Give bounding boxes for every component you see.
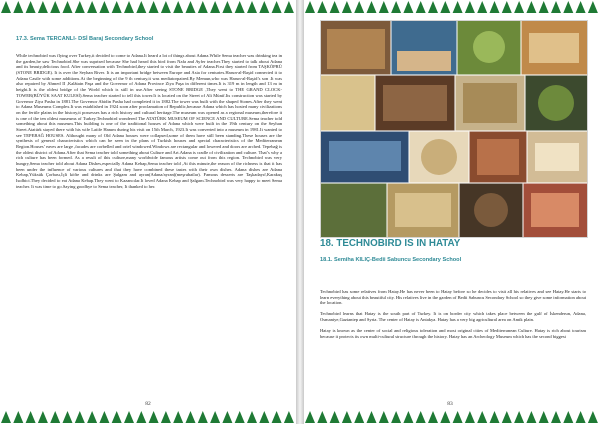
tree-border-bottom <box>304 410 600 424</box>
tree-icon <box>99 1 109 13</box>
tree-icon <box>63 411 73 423</box>
tree-icon <box>305 411 315 423</box>
tree-icon <box>502 1 512 13</box>
tree-icon <box>259 1 269 13</box>
chapter-title: 18. TECHNOBIRD IS IN HATAY <box>320 238 461 249</box>
tree-icon <box>1 411 11 423</box>
tree-icon <box>428 411 438 423</box>
tree-icon <box>149 1 159 13</box>
tree-icon <box>99 411 109 423</box>
tree-icon <box>173 411 183 423</box>
page-number: 83 <box>447 401 453 407</box>
tree-icon <box>75 1 85 13</box>
tree-icon <box>222 411 232 423</box>
left-body-text <box>16 53 282 190</box>
tree-icon <box>136 1 146 13</box>
section-heading: 17.3. Sema TERCANLI- DSİ Baraj Secondary School <box>16 36 154 42</box>
tree-icon <box>416 411 426 423</box>
tree-icon <box>477 1 487 13</box>
tree-icon <box>222 1 232 13</box>
tree-icon <box>539 411 549 423</box>
tree-icon <box>112 411 122 423</box>
tree-icon <box>124 1 134 13</box>
paragraph: Technobird has some relatives from Hatay.He has never been to Hatay before so he decides to visit all his relatives and see Hatay.He starts to learn everything about this beautiful city. His relatives live in the garden of Bedii Sabuncu Secondary School so they give some information about the location. <box>320 289 587 306</box>
tree-icon <box>576 1 586 13</box>
tree-icon <box>87 1 97 13</box>
tree-icon <box>149 411 159 423</box>
tree-icon <box>1 1 11 13</box>
section-heading: 18.1. Semiha KILIÇ-Bedii Sabuncu Secondary School <box>320 257 462 263</box>
tree-icon <box>588 411 598 423</box>
tree-icon <box>186 1 196 13</box>
paragraph: Technobird learns that Hatay is the south part of Turkey. It is on border city which takes place between the gulf of İskenderun, Adana, Osmaniye,Gaziantep and Syria. The center of Hatay is Antakya. Hatay has a very big agricultural area on Amik plain. <box>320 311 586 323</box>
tree-icon <box>490 411 500 423</box>
tree-icon <box>576 411 586 423</box>
tree-icon <box>112 1 122 13</box>
tree-icon <box>354 1 364 13</box>
tree-icon <box>13 411 23 423</box>
tree-icon <box>440 411 450 423</box>
left-page <box>0 0 296 424</box>
tree-icon <box>465 1 475 13</box>
tree-icon <box>247 411 257 423</box>
tree-icon <box>317 1 327 13</box>
tree-icon <box>124 411 134 423</box>
tree-icon <box>38 411 48 423</box>
tree-icon <box>272 411 282 423</box>
tree-icon <box>136 411 146 423</box>
tree-icon <box>198 1 208 13</box>
tree-icon <box>367 1 377 13</box>
tree-icon <box>391 1 401 13</box>
tree-icon <box>379 1 389 13</box>
tree-icon <box>26 1 36 13</box>
tree-icon <box>13 1 23 13</box>
tree-icon <box>379 411 389 423</box>
tree-border-top <box>0 0 296 14</box>
tree-icon <box>391 411 401 423</box>
tree-icon <box>186 411 196 423</box>
tree-icon <box>514 411 524 423</box>
right-page <box>304 0 600 424</box>
tree-icon <box>26 411 36 423</box>
tree-icon <box>563 411 573 423</box>
tree-icon <box>161 1 171 13</box>
tree-icon <box>317 411 327 423</box>
tree-icon <box>235 411 245 423</box>
tree-icon <box>526 1 536 13</box>
tree-icon <box>440 1 450 13</box>
tree-icon <box>284 1 294 13</box>
tree-icon <box>210 411 220 423</box>
tree-icon <box>563 1 573 13</box>
tree-icon <box>87 411 97 423</box>
tree-border-bottom <box>0 410 296 424</box>
tree-icon <box>526 411 536 423</box>
tree-icon <box>235 1 245 13</box>
tree-icon <box>50 411 60 423</box>
tree-icon <box>551 1 561 13</box>
tree-icon <box>342 1 352 13</box>
tree-icon <box>514 1 524 13</box>
tree-icon <box>342 411 352 423</box>
tree-icon <box>354 411 364 423</box>
tree-icon <box>38 1 48 13</box>
hatay-photo-collage <box>320 20 588 238</box>
tree-icon <box>465 411 475 423</box>
tree-icon <box>173 1 183 13</box>
tree-border-top <box>304 0 600 14</box>
tree-icon <box>284 411 294 423</box>
page-number: 82 <box>145 401 151 407</box>
tree-icon <box>198 411 208 423</box>
tree-icon <box>539 1 549 13</box>
tree-icon <box>330 411 340 423</box>
tree-icon <box>453 411 463 423</box>
tree-icon <box>259 411 269 423</box>
tree-icon <box>416 1 426 13</box>
tree-icon <box>588 1 598 13</box>
tree-icon <box>305 1 315 13</box>
tree-icon <box>403 1 413 13</box>
tree-icon <box>63 1 73 13</box>
tree-icon <box>477 411 487 423</box>
paragraph: Hatay is known as the center of social and religious toleration and most original cities of Mediterranean Culture. Hatay is rich about tourism because it protects its own multi-cultural structure through the history. Hatay has an Archeology Museum which has the second biggest <box>320 328 586 339</box>
tree-icon <box>330 1 340 13</box>
tree-icon <box>403 411 413 423</box>
tree-icon <box>428 1 438 13</box>
tree-icon <box>272 1 282 13</box>
right-body-text <box>320 289 586 340</box>
tree-icon <box>367 411 377 423</box>
tree-icon <box>490 1 500 13</box>
paragraph: While technobird was flying over Turkey,it decided to come to Adana.It heard a lot of things about Adana.While Sema teacher was drinking tea in the garden,he saw Technobird.She was suprised because She had heard this bird from Nafa and Ayfer teacher.They started to talk about Adana and its beauty,delicious food. After conversation with Technobird,they started to visit the beauties of Adana.First they started from TAŞKÖPRÜ (STONE BRIDGE). It is over the Seyhan River. It is an important bridge between Europe and Asia for centuries.Harun-al-Raşid connected it to Adana Castle with some additions.At the beginning of the 9 th century,it was mediatorpaired.By Memun,who was Harun-al-Raşid’s son .It was also repaired by Ahmed II ,Kalâtain Paşa and the Governor of Adana Province Ziya Paşa in different times.It is 319 m in length and 13 m in height.It is the oldest bridge of the World which is still in use.After seeing STONE BRIDGE ,They went to THE GRAND CLOCK-TOWER(BÜYÜK SAAT KULESİ).Sema teacher started to tell this tower.It is located on the Street of Ali Münif.Its construction was started by Governor Ziya Pasha in 1881.The Governor Abidin Pasha had completed it in 1882.The tower was built with the shaped Stones.After they went to Adana Museums Complex.It was established in 1924 soon after proclamation of Republic,because Adana which has hosted many civilizations on the fertile plains in the history,it possesses has a rich history and cultural heritage.The museum was opened as a regional museum,therefore it is one of the ten oldest museums of Turkey.Technobird wondered The ATATÜRK MUSEUM OF SCIENCE AND CULTURE.Sema teacher told something about this museum.This building is one of the traditional houses of Adana which were built in the 19th century on the Seyhan Street.Atatürk stayed there with his wife Latife Hanım during his visit on 15th March, 1923.It was converted into a museum in 1981.It wanted to see TEPEBAĞ HOUSES. Althought many of Old Adana houses were collapsed,some of them have still been standing.These houses are the synthesis of general characteristics which can be seen in the plans of Turkish houses and special characteristics of the Mediterranean Region.Houses’ eaves are large ,facades are corbelled and oriel windowed.Windows are rectangular and lowered and doors are arched. Tepebağ is the oldest district of Adana.After that Sema teacher told something about Culture and Art.Adana is cradle of civilization and culture. That’s why a rich culture has been formed. As a result of this culture,many worldwide famous artists come out from this region. Technobird was very hungry,Sema teacher told about Adana Dishes,especially Adana Kebap,Sema teacher told ,At this minute,the reason of the richness is that it has been under the influence of various cultures and that they have combined these tastes with their own dishes. Adana dishes are Adana Kebap,Yüksük Çorbası,İçli köfte and drinks are Şalgam and ayran(Adana/ayran)(meşrubatlar). Famous desserts are Taşkadayıf,Karakuş Isıdbici.They decided to eat Adana Kebap.They went to Kazancılar.It loved Adana Kebap and Şalgam.Technobird was very happy to meet Sema teacher. It was time to go.Saying goodbye to Sema teacher, It thanked to her. <box>16 53 282 189</box>
tree-icon <box>50 1 60 13</box>
tree-icon <box>453 1 463 13</box>
tree-icon <box>161 411 171 423</box>
tree-icon <box>551 411 561 423</box>
book-gutter <box>296 0 304 424</box>
tree-icon <box>247 1 257 13</box>
tree-icon <box>502 411 512 423</box>
tree-icon <box>75 411 85 423</box>
tree-icon <box>210 1 220 13</box>
